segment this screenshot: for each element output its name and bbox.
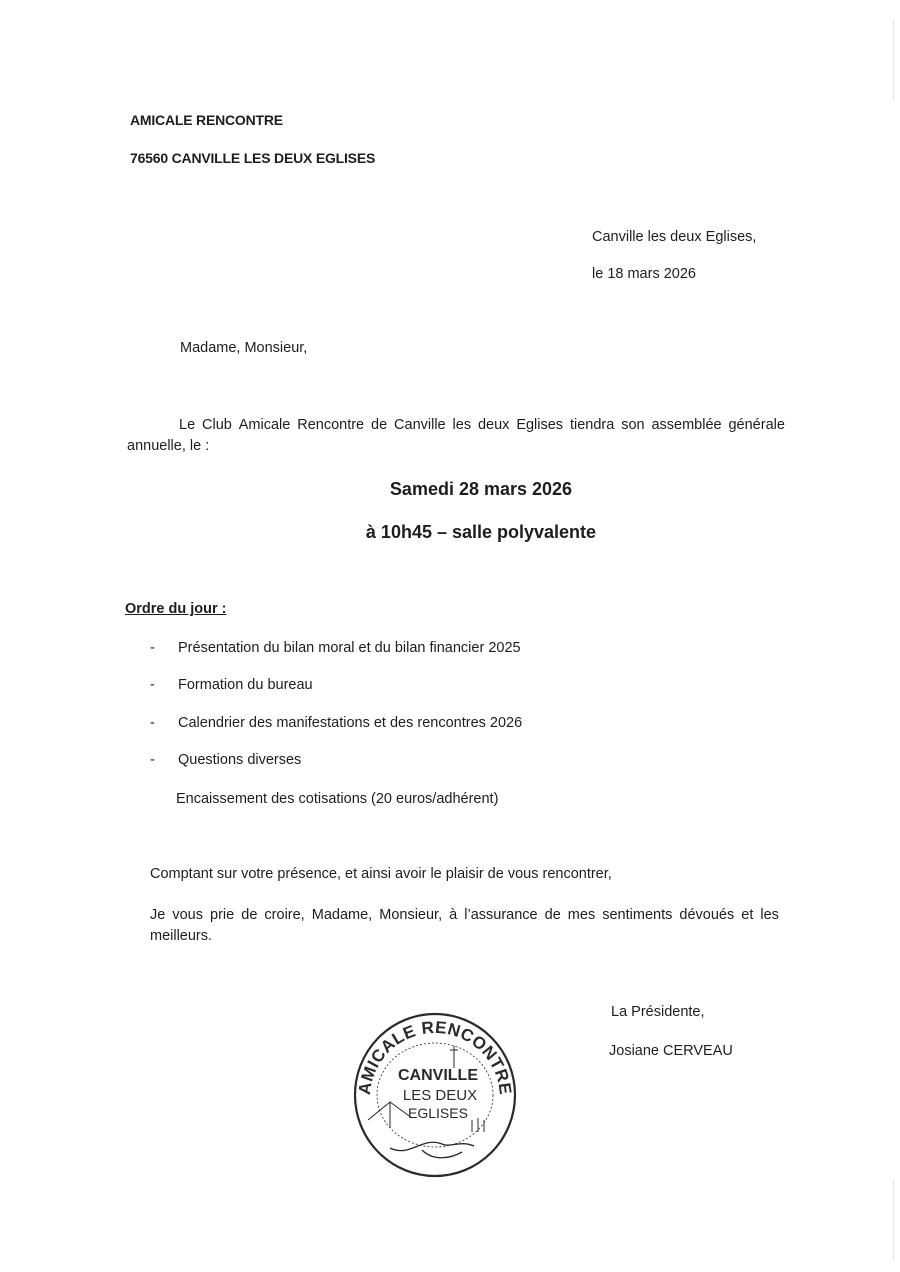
intro-line-2: annuelle, le : — [127, 438, 210, 454]
event-date: Samedi 28 mars 2026 — [389, 479, 573, 499]
closing-word: de — [241, 907, 258, 923]
handshake-icon — [390, 1142, 474, 1158]
sender-address: 76560 CANVILLE LES DEUX EGLISES — [130, 150, 376, 166]
closing-line-3: meilleurs. — [150, 928, 213, 944]
intro-word: assemblée — [651, 417, 722, 433]
closing-word: dévoués — [679, 907, 735, 923]
closing-word: Je — [150, 907, 166, 923]
closing-word: vous — [172, 907, 203, 923]
scan-edge-mark — [893, 20, 894, 100]
agenda-item: Calendrier des manifestations et des rencontres 2026 — [178, 715, 523, 731]
closing-word: de — [544, 907, 561, 923]
intro-word: générale — [728, 417, 785, 433]
agenda-bullet: - — [150, 752, 155, 768]
event-time-place: à 10h45 – salle polyvalente — [365, 522, 597, 542]
closing-word: sentiments — [602, 907, 673, 923]
association-stamp — [350, 1010, 520, 1180]
intro-word: son — [621, 417, 645, 433]
agenda-title: Ordre du jour : — [125, 601, 227, 617]
closing-word: croire, — [264, 907, 305, 923]
intro-word: de — [371, 417, 388, 433]
stamp-house-icon — [368, 1102, 412, 1128]
intro-word: tiendra — [569, 417, 615, 433]
agenda-bullet: - — [150, 677, 155, 693]
closing-word: Madame, — [311, 907, 373, 923]
agenda-bullet: - — [150, 715, 155, 731]
intro-word: Club — [202, 417, 232, 433]
signature-name: Josiane CERVEAU — [609, 1043, 733, 1059]
intro-word: Canville — [394, 417, 446, 433]
closing-word: et — [741, 907, 754, 923]
intro-word: Amicale — [238, 417, 291, 433]
closing-word: l’assurance — [464, 907, 538, 923]
scan-edge-mark — [893, 1180, 894, 1260]
sender-name: AMICALE RENCONTRE — [130, 112, 283, 128]
closing-word: mes — [567, 907, 596, 923]
agenda-item: Présentation du bilan moral et du bilan financier 2025 — [178, 640, 521, 656]
stamp-ring-text: AMICALE RENCONTRE — [354, 1017, 516, 1096]
letter-date: le 18 mars 2026 — [592, 266, 696, 282]
agenda-item: Formation du bureau — [178, 677, 313, 693]
intro-line-1 — [127, 415, 785, 436]
signature-title: La Présidente, — [611, 1004, 705, 1020]
stamp-line-3: EGLISES — [408, 1105, 468, 1121]
intro-word: Rencontre — [297, 417, 365, 433]
letter-place: Canville les deux Eglises, — [592, 229, 757, 245]
intro-word: Eglises — [516, 417, 564, 433]
stamp-line-2: LES DEUX — [402, 1087, 478, 1104]
closing-paragraph — [150, 905, 779, 947]
closing-word: les — [760, 907, 779, 923]
intro-paragraph — [127, 415, 785, 457]
closing-word: prie — [210, 907, 235, 923]
church-cross-icon — [450, 1046, 458, 1068]
intro-word: deux — [477, 417, 510, 433]
stamp-line-1: CANVILLE — [398, 1067, 478, 1084]
agenda-bullet: - — [150, 640, 155, 656]
closing-line-2 — [150, 905, 779, 926]
closing-word: Monsieur, — [379, 907, 443, 923]
agenda-item: Questions diverses — [178, 752, 302, 768]
intro-word: Le — [179, 417, 196, 433]
salutation: Madame, Monsieur, — [180, 340, 308, 356]
intro-word: les — [452, 417, 472, 433]
agenda-note: Encaissement des cotisations (20 euros/adhérent) — [176, 791, 499, 807]
svg-text:AMICALE RENCONTRE — [355, 1018, 515, 1096]
closing-word: à — [449, 907, 458, 923]
closing-line-1: Comptant sur votre présence, et ainsi avoir le plaisir de vous rencontrer, — [150, 866, 612, 882]
